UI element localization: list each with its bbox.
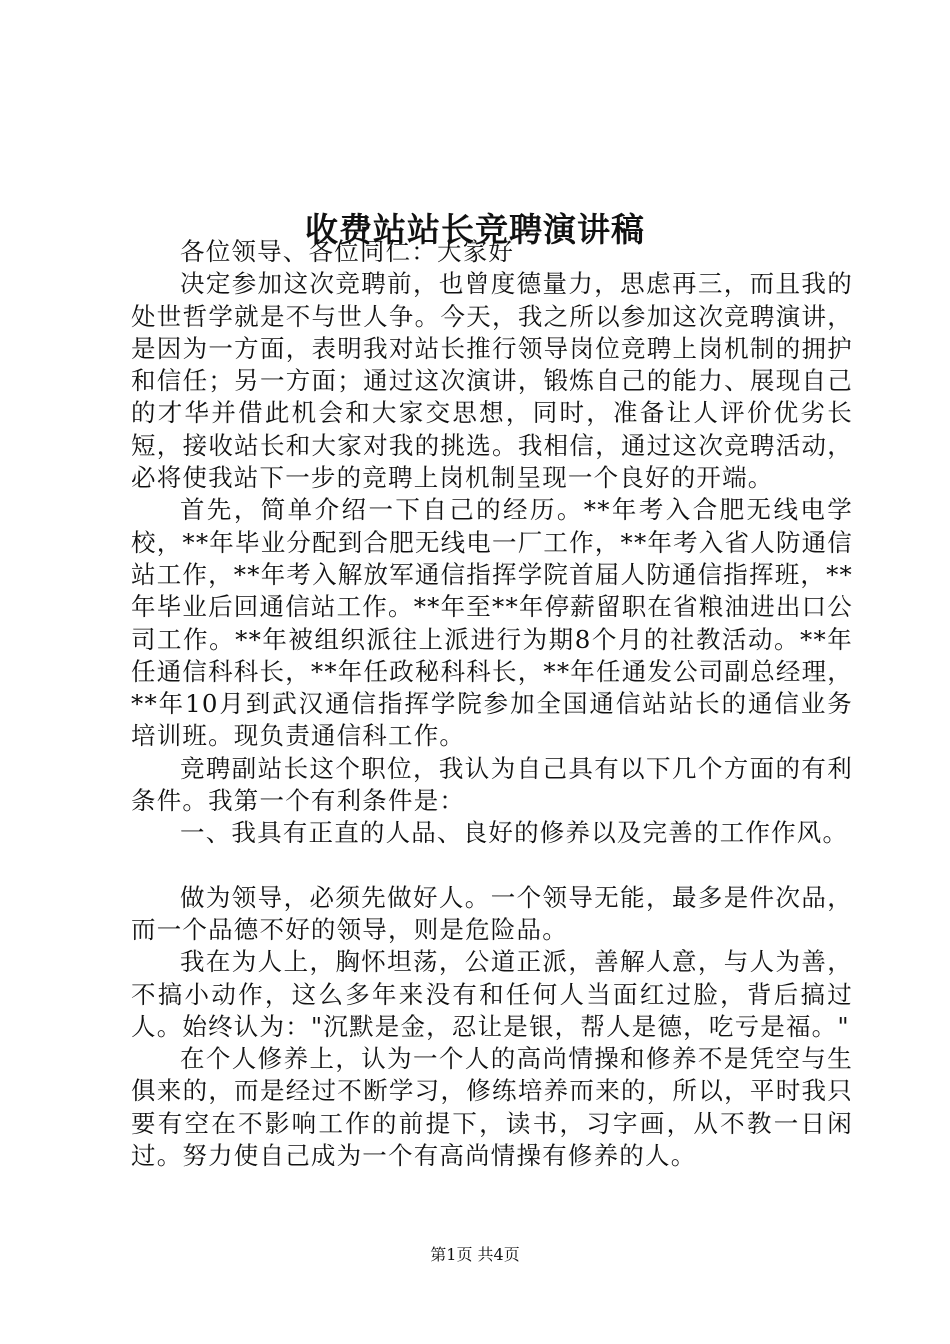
paragraph-first-condition: 一、我具有正直的人品、良好的修养以及完善的工作作风。 bbox=[180, 818, 849, 848]
paragraph-motivation: 决定参加这次竞聘前，也曾度德量力，思虑再三，而且我的处世哲学就是不与世人争。今天，我之所以参加这次竞聘演讲，是因为一方面，表明我对站长推行领导岗位竞聘上岗机制的拥护和信任；另一方面；通过这次演讲，锻炼自己的能力、展现自己的才华并借此机会和大家交思想，同时，准备让人评价优劣长短，接收站长和大家对我的挑选。我相信，通过这次竞聘活动，必将使我站下一步的竞聘上岗机制呈现一个良好的开端。 bbox=[131, 269, 853, 493]
paragraph-cultivation: 在个人修养上，认为一个人的高尚情操和修养不是凭空与生俱来的，而是经过不断学习，修练培养而来的，所以，平时我只要有空在不影响工作的前提下，读书，习字画，从不教一日闲过。努力使自己成为一个有高尚情操有修养的人。 bbox=[131, 1044, 853, 1171]
document-body bbox=[131, 236, 853, 1172]
paragraph-conditions: 竞聘副站长这个职位，我认为自己具有以下几个方面的有利条件。我第一个有利条件是： bbox=[131, 753, 853, 816]
paragraph-leadership: 做为领导，必须先做好人。一个领导无能，最多是件次品，而一个品德不好的领导，则是危险品。 bbox=[131, 882, 853, 944]
document-title: 收费站站长竞聘演讲稿 bbox=[305, 210, 645, 250]
paragraph-experience: 首先，简单介绍一下自己的经历。**年考入合肥无线电学校，**年毕业分配到合肥无线电一厂工作，**年考入省人防通信站工作，**年考入解放军通信指挥学院首届人防通信指挥班，**年毕业后回通信站工作。**年至**年停薪留职在省粮油进出口公司工作。**年被组织派往上派进行为期8个月的社教活动。**年任通信科科长，**年任政秘科科长，**年任通发公司副总经理，**年10月到武汉通信指挥学院参加全国通信站站长的通信业务培训班。现负责通信科工作。 bbox=[131, 495, 853, 751]
paragraph-character: 我在为人上，胸怀坦荡，公道正派，善解人意，与人为善，不搞小动作，这么多年来没有和任何人当面红过脸，背后搞过人。始终认为："沉默是金，忍让是银，帮人是德，吃亏是福。" bbox=[131, 947, 853, 1041]
paragraph-greeting: 各位领导、各位同仁：大家好 bbox=[180, 237, 515, 266]
page-number-footer: 第1页 共4页 bbox=[430, 1245, 520, 1264]
